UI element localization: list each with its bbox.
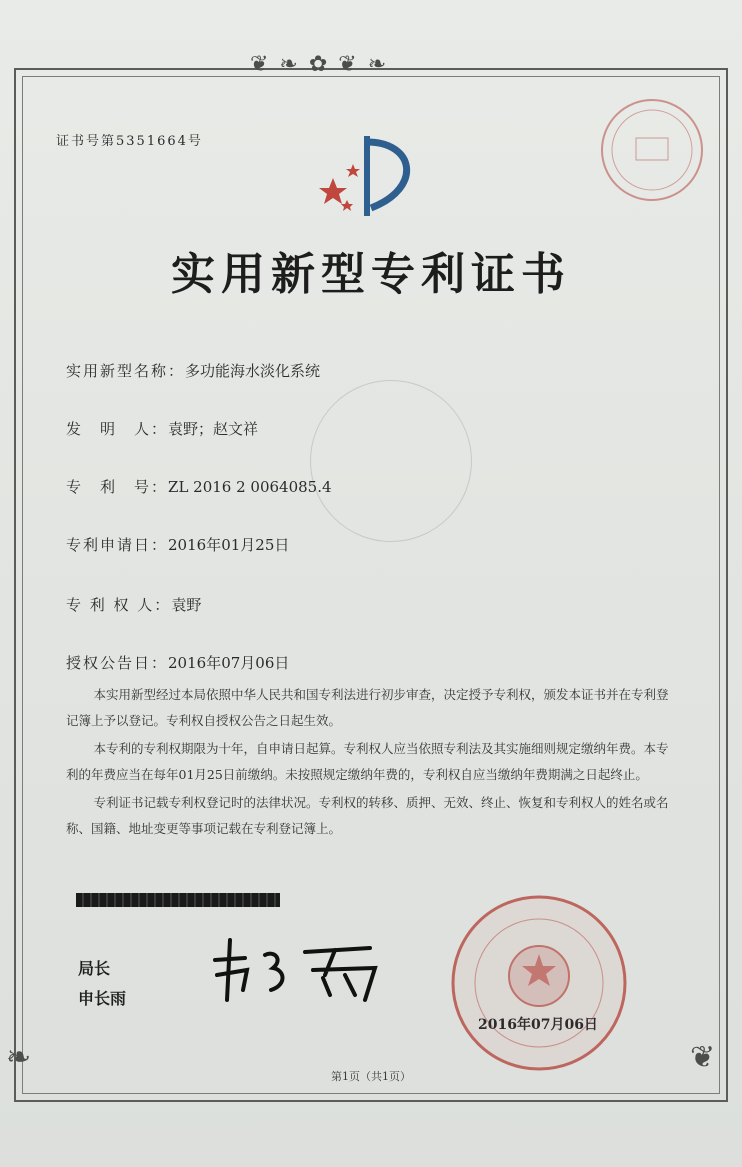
signatory-name: 申长雨: [78, 989, 127, 1008]
page-number: 第1页（共1页）: [331, 1070, 411, 1083]
body-paragraph: 专利证书记载专利权登记时的法律状况。专利权的转移、质押、无效、终止、恢复和专利权人的姓名或名称、国籍、地址变更等事项记载在专利登记簿上。: [66, 795, 669, 836]
field-value: 袁野: [171, 596, 202, 614]
handwritten-signature-icon: [205, 930, 385, 1010]
field-grant-date: [66, 652, 289, 673]
body-paragraph: 本实用新型经过本局依照中华人民共和国专利法进行初步审查，决定授予专利权，颁发本证书并在专利登记簿上予以登记。专利权自授权公告之日起生效。: [66, 687, 669, 728]
field-value: ZL 2016 2 0064085.4: [168, 478, 332, 496]
official-seal-top-icon: [598, 96, 706, 204]
field-utility-name: [66, 360, 320, 381]
field-value: 2016年01月25日: [168, 536, 290, 554]
field-label: 专 利 权 人：: [66, 596, 172, 614]
certificate-body: [66, 682, 676, 844]
field-inventor: [66, 418, 258, 439]
field-label: 发 明 人：: [66, 420, 169, 438]
corner-ornament-icon: ❧: [6, 1040, 34, 1075]
field-label: 授权公告日：: [66, 654, 169, 672]
field-value: 袁野；赵文祥: [168, 420, 259, 438]
body-paragraph: 本专利的专利权期限为十年，自申请日起算。专利权人应当依照专利法及其实施细则规定缴纳年费。本专利的年费应当在每年01月25日前缴纳。未按照规定缴纳年费的，专利权自应当缴纳年费期满之日起终止。: [66, 741, 669, 782]
field-value: 多功能海水淡化系统: [185, 362, 321, 380]
field-value: 2016年07月06日: [168, 654, 290, 672]
state-ip-office-seal-icon: [448, 892, 630, 1074]
field-patentee: [66, 594, 201, 615]
background-watermark: [310, 380, 472, 542]
field-label: 专利申请日：: [66, 536, 169, 554]
corner-ornament-icon: ❦: [690, 1040, 718, 1075]
certificate-number: 证书号第5351664号: [56, 134, 203, 149]
patent-office-logo-icon: [305, 128, 435, 223]
field-patent-number: [66, 476, 332, 497]
field-label: 专 利 号：: [66, 478, 169, 496]
seal-date: 2016年07月06日: [478, 1017, 598, 1033]
top-ornament-icon: ❦ ❧ ✿ ❦ ❧: [250, 52, 389, 77]
signatory-role: 局长: [78, 959, 111, 978]
field-application-date: [66, 534, 289, 555]
certificate-title: 实用新型专利证书: [171, 249, 571, 300]
field-label: 实用新型名称：: [66, 362, 186, 380]
redacted-barcode: [76, 893, 280, 907]
